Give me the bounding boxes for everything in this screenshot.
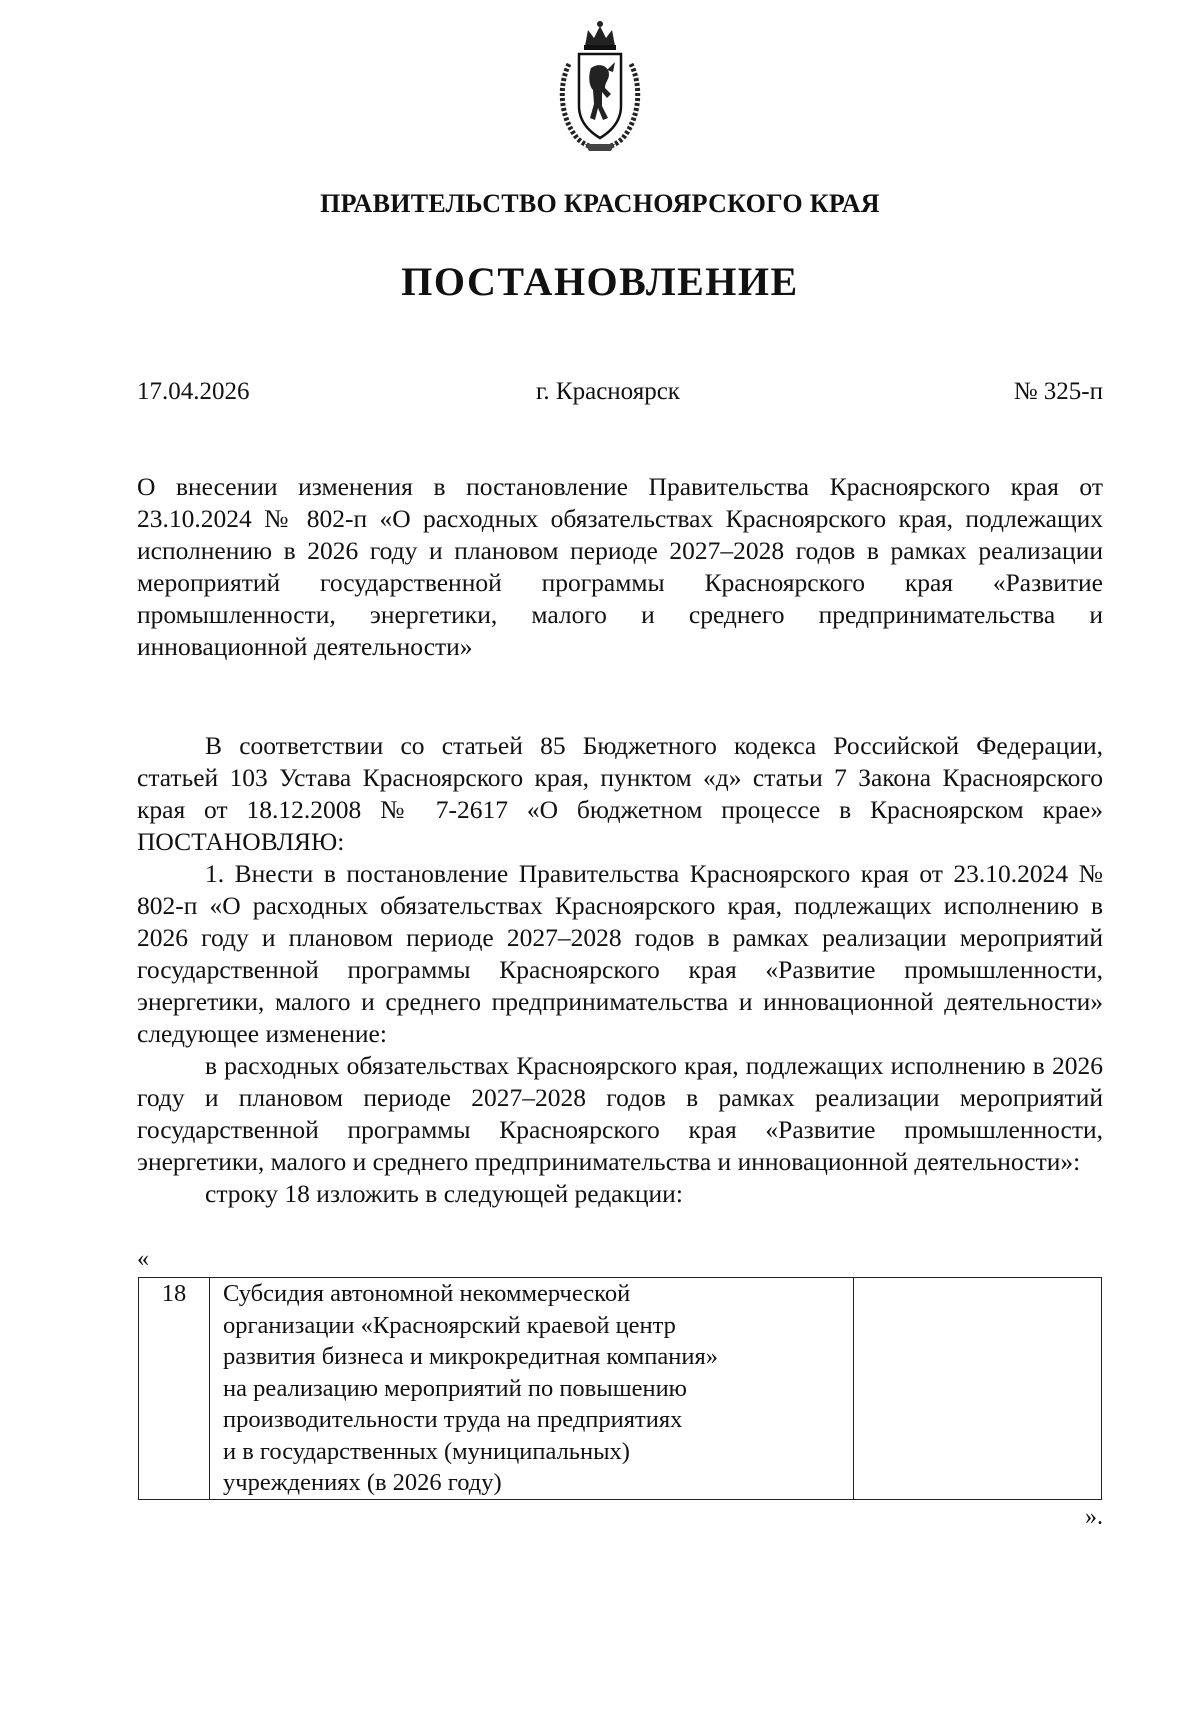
coat-of-arms-emblem-icon [555,20,645,155]
row-description-line: и в государственных (муниципальных) [223,1437,630,1465]
document-number: № 325-п [1013,378,1103,405]
row-description-line: Субсидия автономной некоммерческой [223,1280,631,1307]
row-description-line: организации «Красноярский краевой центр [223,1311,676,1339]
row-description-line: развития бизнеса и микрокредитная компания» [223,1343,719,1370]
body-paragraph-legal-basis: В соответствии со статьей 85 Бюджетного кодекса Российской Федерации, статьей 103 Устава Красноярского края, пунктом «д» статьи 7 Закона Красноярского края от 18.12.2008 № 7-2617 «О бюджетном процессе в Красноярском крае» ПОСТАНОВЛЯЮ: [137,731,1103,856]
row-description-cell [210,1278,854,1500]
table-row [139,1278,1102,1500]
row-number-cell: 18 [139,1278,210,1500]
table-open-quote: « [137,1246,149,1272]
amended-row-table [138,1277,1102,1500]
document-city: г. Красноярск [536,378,680,405]
document-subject: О внесении изменения в постановление Правительства Красноярского края от 23.10.2024 № 802-п «О расходных обязательствах Красноярского края, подлежащих исполнению в 2026 году и плановом периоде 2027–2028 годов в рамках реализации мероприятий государственной программы Красноярского края «Развитие промышленности, энергетики, малого и среднего предпринимательства и инновационной деятельности» [137,472,1103,661]
body-paragraph-item-1: 1. Внести в постановление Правительства Красноярского края от 23.10.2024 № 802-п «О расходных обязательствах Красноярского края, подлежащих исполнению в 2026 году и плановом периоде 2027–2028 годов в рамках реализации мероприятий государственной программы Красноярского края «Развитие промышленности, энергетики, малого и среднего предпринимательства и инновационной деятельности» следующее изменение: [137,859,1103,1048]
document-body [137,730,1103,1210]
body-paragraph-obligations: в расходных обязательствах Красноярского края, подлежащих исполнению в 2026 году и плановом периоде 2027–2028 годов в рамках реализации мероприятий государственной программы Красноярского края «Развитие промышленности, энергетики, малого и среднего предпринимательства и инновационной деятельности»: [137,1051,1103,1176]
organization-title: ПРАВИТЕЛЬСТВО КРАСНОЯРСКОГО КРАЯ [320,189,880,218]
row-description-line: производительности труда на предприятиях [223,1406,683,1433]
body-paragraph-row-instruction: строку 18 изложить в следующей редакции: [205,1179,683,1208]
document-date: 17.04.2026 [137,378,250,405]
row-description-line: учреждениях (в 2026 году) [223,1469,502,1496]
row-empty-cell [854,1278,1102,1500]
table-close-quote: ». [1085,1504,1103,1530]
document-type-title: ПОСТАНОВЛЕНИЕ [401,259,799,304]
row-description-line: на реализацию мероприятий по повышению [223,1374,687,1402]
